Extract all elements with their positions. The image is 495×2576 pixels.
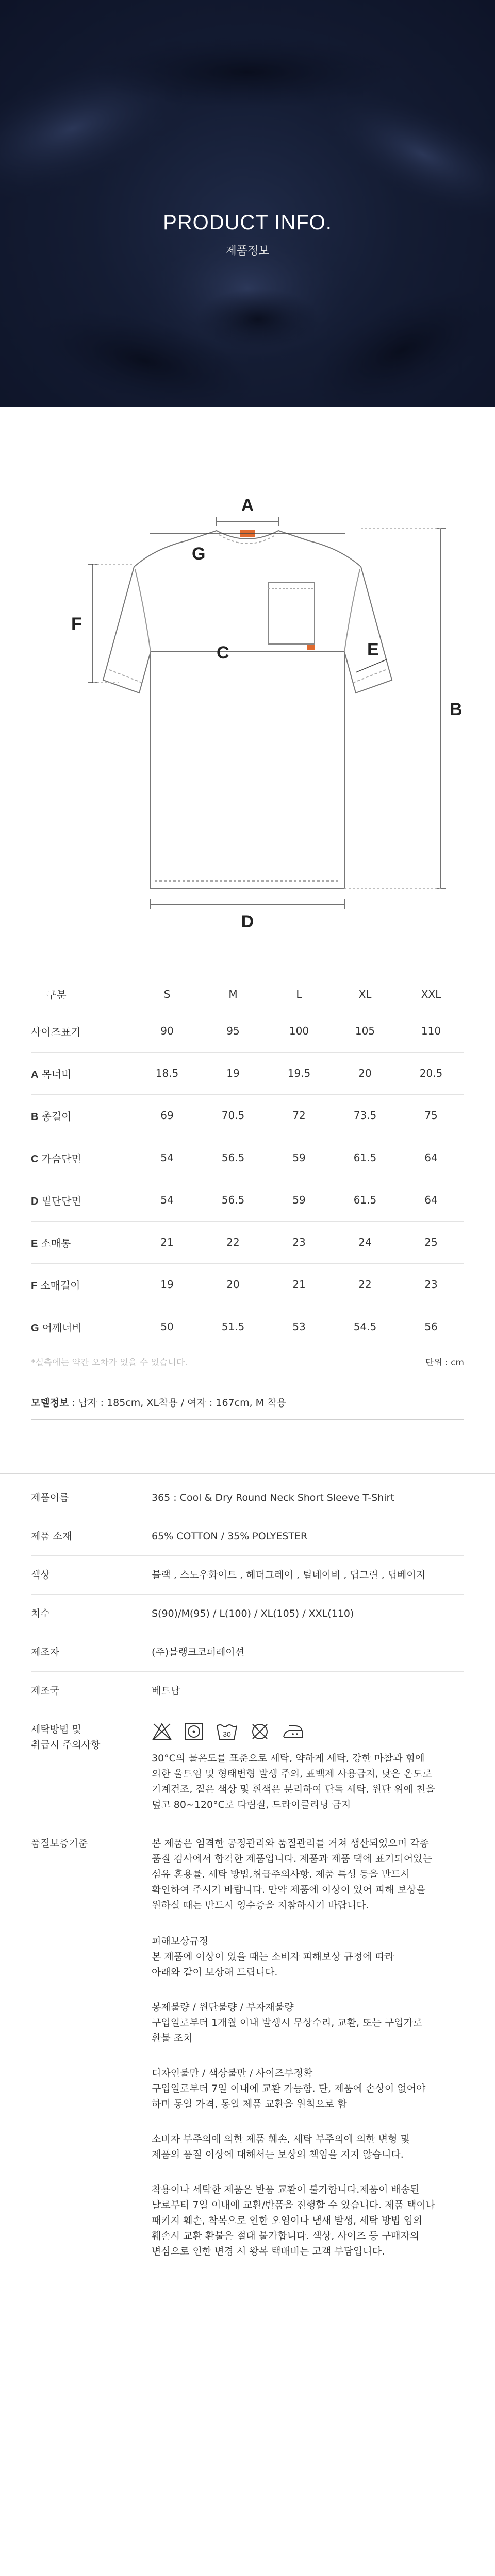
design-complaint-title: 디자인불만 / 색상불만 / 사이즈부정확 xyxy=(152,2067,313,2079)
info-key: 품질보증기준 xyxy=(31,1838,88,1849)
table-cell: 22 xyxy=(200,1221,266,1263)
row-letter: G xyxy=(31,1322,39,1334)
table-cell: 25 xyxy=(398,1221,464,1263)
info-row-name xyxy=(31,1479,464,1517)
compensation-text: 본 제품에 이상이 있을 때는 소비자 피해보상 규정에 따라 아래와 같이 보상해 드립니다. xyxy=(152,1951,394,1978)
table-cell: 19.5 xyxy=(266,1052,332,1094)
table-cell: 59 xyxy=(266,1137,332,1179)
info-key: 제조자 xyxy=(31,1647,60,1658)
info-value: 베트남 xyxy=(152,1685,180,1697)
header-cell: S xyxy=(134,979,200,1010)
table-cell: 70.5 xyxy=(200,1094,266,1137)
label-c: C xyxy=(217,643,229,663)
info-key: 제품 소재 xyxy=(31,1531,72,1542)
header-cell: XL xyxy=(332,979,398,1010)
table-cell: 56.5 xyxy=(200,1137,266,1179)
info-row-size xyxy=(31,1595,464,1633)
label-a: A xyxy=(241,496,254,515)
info-value: S(90)/M(95) / L(100) / XL(105) / XXL(110) xyxy=(152,1608,354,1619)
sewing-defect-title: 봉제불량 / 원단불량 / 부자재불량 xyxy=(152,2002,294,2013)
table-cell: 59 xyxy=(266,1179,332,1221)
info-value: 65% COTTON / 35% POLYESTER xyxy=(152,1531,308,1542)
table-cell: 50 xyxy=(134,1306,200,1348)
row-label xyxy=(31,1137,134,1179)
table-cell: 18.5 xyxy=(134,1052,200,1094)
unit-label: 단위 : cm xyxy=(425,1358,464,1368)
info-row-country xyxy=(31,1672,464,1710)
tshirt-illustration xyxy=(103,531,392,889)
table-cell: 21 xyxy=(266,1263,332,1306)
table-cell: 64 xyxy=(398,1137,464,1179)
table-cell: 20 xyxy=(332,1052,398,1094)
info-value xyxy=(144,1824,464,2270)
model-info-label: 모델정보 xyxy=(31,1397,69,1409)
wash-30-icon xyxy=(216,1722,238,1741)
info-row-maker xyxy=(31,1633,464,1672)
info-row-material xyxy=(31,1517,464,1556)
sewing-defect-text: 구입일로부터 1개월 이내 발생시 무상수리, 교환, 또는 구입가로 환불 조치 xyxy=(152,2017,423,2044)
page-subtitle: 제품정보 xyxy=(225,245,270,258)
iron-icon xyxy=(282,1722,304,1741)
table-cell: 64 xyxy=(398,1179,464,1221)
row-label xyxy=(31,1263,134,1306)
pocket-tag xyxy=(307,645,315,650)
info-key: 세탁방법 및 취급시 주의사항 xyxy=(31,1724,101,1751)
row-label xyxy=(31,1221,134,1263)
wash-instructions: 30°C의 물온도를 표준으로 세탁, 약하게 세탁, 강한 마찰과 힘에 의한 울트임 및 형태변형 발생 주의, 표백제 사용금지, 낮은 온도로 기계건조, 짙은 색상 및 흰색은 분리하여 단독 세탁, 원단 위에 천을 덮고 80~120°C로 다림질, 드라이클리닝 금지 xyxy=(152,1753,435,1810)
row-name: 어깨너비 xyxy=(42,1321,82,1334)
header-cell: L xyxy=(266,979,332,1010)
row-letter: D xyxy=(31,1195,39,1207)
table-cell: 20.5 xyxy=(398,1052,464,1094)
info-value: 블랙 , 스노우화이트 , 헤더그레이 , 틸네이비 , 딥그린 , 딥베이지 xyxy=(152,1569,426,1581)
info-value: (주)블랭크코퍼레이션 xyxy=(152,1647,245,1658)
row-label xyxy=(31,1306,134,1348)
row-label xyxy=(31,1052,134,1094)
table-row xyxy=(31,1094,464,1137)
label-e: E xyxy=(367,640,379,659)
page-title: PRODUCT INFO. xyxy=(163,211,332,234)
table-cell: 54.5 xyxy=(332,1306,398,1348)
compensation-title: 피해보상규정 xyxy=(152,1936,209,1947)
table-cell: 56.5 xyxy=(200,1179,266,1221)
label-b: B xyxy=(450,700,463,719)
size-diagram xyxy=(0,412,495,948)
size-table xyxy=(31,979,464,1348)
tumble-dry-icon xyxy=(184,1722,204,1741)
row-label xyxy=(31,1094,134,1137)
header-cell: XXL xyxy=(398,979,464,1010)
row-name: 가슴단면 xyxy=(41,1152,81,1165)
table-cell: 19 xyxy=(134,1263,200,1306)
model-info-text: : 남자 : 185cm, XL착용 / 여자 : 167cm, M 착용 xyxy=(69,1397,286,1409)
table-row xyxy=(31,1137,464,1179)
row-name: 밑단단면 xyxy=(41,1194,81,1207)
table-cell: 22 xyxy=(332,1263,398,1306)
table-cell: 23 xyxy=(266,1221,332,1263)
row-label xyxy=(31,1179,134,1221)
row-letter: C xyxy=(31,1153,39,1165)
design-complaint-text: 구입일로부터 7일 이내에 교환 가능함. 단, 제품에 손상이 없어야 하며 동일 가격, 동일 제품 교환을 원칙으로 함 xyxy=(152,2083,426,2110)
row-letter: B xyxy=(31,1111,39,1123)
table-row xyxy=(31,1306,464,1348)
table-row xyxy=(31,1221,464,1263)
info-row-quality xyxy=(31,1824,464,2270)
table-cell: 100 xyxy=(266,1010,332,1052)
info-row-color xyxy=(31,1556,464,1595)
table-cell: 56 xyxy=(398,1306,464,1348)
label-d: D xyxy=(241,912,254,931)
hero-banner xyxy=(0,0,495,407)
section-divider xyxy=(0,1473,495,1474)
table-cell: 110 xyxy=(398,1010,464,1052)
table-row xyxy=(31,1179,464,1221)
size-table-header xyxy=(31,979,464,1010)
info-key: 색상 xyxy=(31,1569,50,1581)
row-letter: A xyxy=(31,1069,39,1080)
row-letter: F xyxy=(31,1280,38,1292)
table-cell: 23 xyxy=(398,1263,464,1306)
table-cell: 24 xyxy=(332,1221,398,1263)
product-info-table xyxy=(31,1479,464,2270)
info-key: 치수 xyxy=(31,1608,50,1619)
table-cell: 61.5 xyxy=(332,1179,398,1221)
quality-intro: 본 제품은 엄격한 공정관리와 품질관리를 거쳐 생산되었으며 각종 품질 검사에서 합격한 제품입니다. 제품과 제품 택에 표기되어있는 섬유 혼용률, 세탁 방법,취급주의사항, 제품 특성 등을 반드시 확인하여 주시기 바랍니다. 만약 제품에 이상이 있어 피해 보상을 원하실 때는 반드시 영수증을 지참하시기 바랍니다. xyxy=(152,1838,432,1911)
header-cell: M xyxy=(200,979,266,1010)
svg-text:30: 30 xyxy=(223,1730,231,1738)
consumer-fault-text: 소비자 부주의에 의한 제품 훼손, 세탁 부주의에 의한 변형 및 제품의 품질 이상에 대해서는 보상의 책임을 지지 않습니다. xyxy=(152,2133,410,2160)
table-cell: 75 xyxy=(398,1094,464,1137)
table-cell: 61.5 xyxy=(332,1137,398,1179)
row-name: 소매길이 xyxy=(40,1279,80,1292)
table-cell: 51.5 xyxy=(200,1306,266,1348)
table-cell: 20 xyxy=(200,1263,266,1306)
table-cell: 21 xyxy=(134,1221,200,1263)
info-row-wash xyxy=(31,1710,464,1824)
no-bleach-icon xyxy=(152,1722,172,1741)
table-cell: 19 xyxy=(200,1052,266,1094)
row-label xyxy=(31,1010,134,1052)
table-cell: 53 xyxy=(266,1306,332,1348)
model-info xyxy=(31,1386,464,1420)
table-cell: 73.5 xyxy=(332,1094,398,1137)
table-cell: 105 xyxy=(332,1010,398,1052)
table-cell: 54 xyxy=(134,1179,200,1221)
header-cell: 구분 xyxy=(31,979,134,1010)
info-value: 365 : Cool & Dry Round Neck Short Sleeve T-Shirt xyxy=(152,1492,394,1503)
row-letter: E xyxy=(31,1238,38,1249)
row-name: 소매통 xyxy=(41,1236,71,1249)
label-g: G xyxy=(192,544,206,564)
table-cell: 69 xyxy=(134,1094,200,1137)
table-cell: 90 xyxy=(134,1010,200,1052)
care-icons xyxy=(152,1722,464,1741)
table-cell: 95 xyxy=(200,1010,266,1052)
row-name: 목너비 xyxy=(41,1067,72,1080)
return-policy-text: 착용이나 세탁한 제품은 반품 교환이 불가합니다.제품이 배송된 날로부터 7일 이내에 교환/반품을 진행할 수 있습니다. 제품 택이나 패키지 훼손, 착복으로 인한 오염이나 냄새 발생, 세탁 방법 임의 훼손시 교환 환불은 절대 불가합니다. 색상, 사이즈 등 구매자의 변심으로 인한 변경 시 왕복 택배비는 고객 부담입니다. xyxy=(152,2184,436,2257)
table-row xyxy=(31,1263,464,1306)
table-row xyxy=(31,1052,464,1094)
row-name: 사이즈표기 xyxy=(31,1025,81,1038)
table-row xyxy=(31,1010,464,1052)
label-f: F xyxy=(71,614,82,634)
table-cell: 72 xyxy=(266,1094,332,1137)
fabric-texture xyxy=(0,0,495,407)
measure-note: *실측에는 약간 오차가 있을 수 있습니다. xyxy=(31,1358,188,1368)
row-name: 총길이 xyxy=(41,1110,72,1123)
info-value xyxy=(144,1710,464,1824)
table-cell: 54 xyxy=(134,1137,200,1179)
info-key: 제조국 xyxy=(31,1685,60,1697)
no-dry-clean-icon xyxy=(250,1722,270,1741)
info-key: 제품이름 xyxy=(31,1492,69,1503)
